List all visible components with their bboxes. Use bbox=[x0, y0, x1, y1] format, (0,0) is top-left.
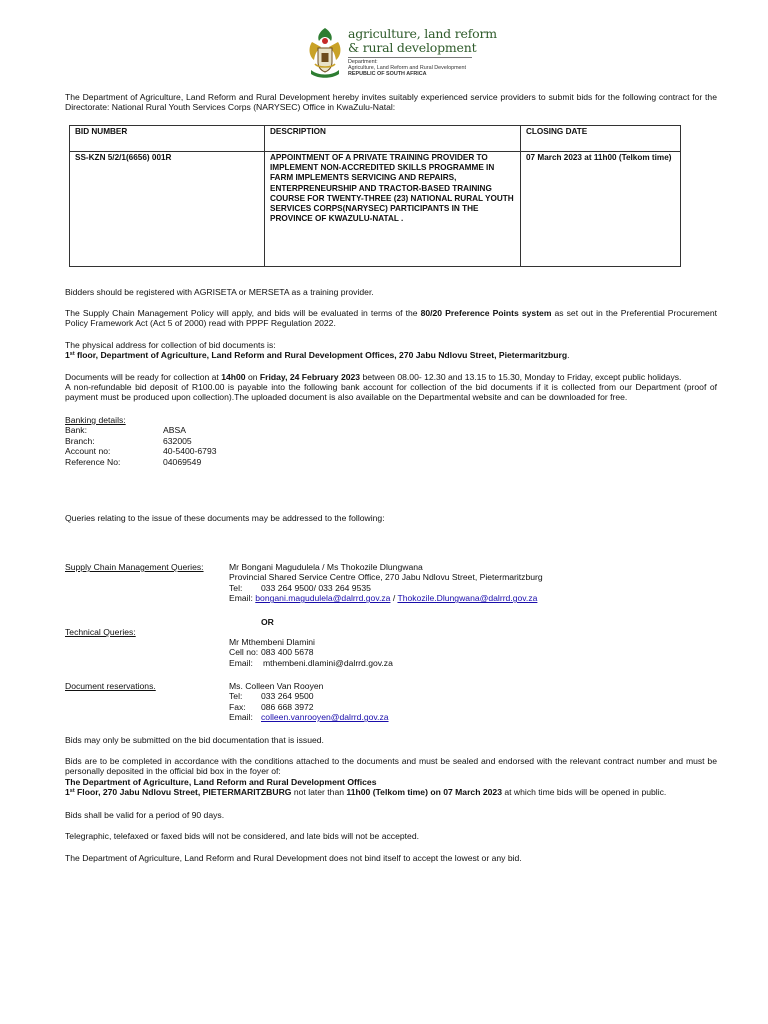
dept-line-2: Agriculture, Land Reform and Rural Development bbox=[348, 65, 467, 72]
banking-row-branch: Branch: 632005 bbox=[65, 435, 192, 446]
scm-email-link-1[interactable]: bongani.magudulela@dalrrd.gov.za bbox=[255, 593, 391, 604]
bid-table-header-row bbox=[70, 126, 681, 152]
brand-wordmark bbox=[348, 27, 497, 55]
brand-divider bbox=[348, 57, 472, 58]
coat-of-arms-icon bbox=[306, 26, 344, 80]
scm-email-link-2[interactable]: Thokozile.Dlungwana@dalrrd.gov.za bbox=[397, 593, 538, 604]
department-subtitle bbox=[348, 59, 466, 78]
submission-paragraph: Bids may only be submitted on the bid documentation that is issued. bbox=[65, 735, 324, 745]
banking-title: Banking details: bbox=[65, 415, 126, 425]
registration-paragraph: Bidders should be registered with AGRISETA or MERSETA as a training provider. bbox=[65, 287, 374, 297]
cell-description: APPOINTMENT OF A PRIVATE TRAINING PROVIDER TO IMPLEMENT NON-ACCREDITED SKILLS PROGRAMME IN FARM IMPLEMENTS SERVICING AND REPAIRS, ENTERPRENEURSHIP AND TRACTOR-BASED TRAINING COURSE FOR TWENTY-THREE (23) NATIONAL RURAL YOUTH SERVICES CORPS(NARYSEC) PARTICIPANTS IN THE PROVINCE OF KWAZULU-NATAL . bbox=[265, 152, 521, 267]
policy-paragraph: The Supply Chain Management Policy will apply, and bids will be evaluated in terms of the 80/20 Preference Points system as set out in the Preferential Procurement Policy Framework Act (Act 5 of 2000) read with PPPF Regulation 2022. bbox=[65, 308, 717, 329]
scm-office: Provincial Shared Service Centre Office, 270 Jabu Ndlovu Street, Pietermaritzburg bbox=[229, 572, 543, 583]
header-description: DESCRIPTION bbox=[265, 126, 521, 152]
dept-line-1: Department: bbox=[348, 59, 378, 65]
banking-row-bank: Bank: ABSA bbox=[65, 425, 186, 436]
technical-email: mthembeni.dlamini@dalrrd.gov.za bbox=[263, 657, 393, 668]
bid-table bbox=[69, 125, 681, 267]
cell-closing-date: 07 March 2023 at 11h00 (Telkom time) bbox=[521, 152, 681, 267]
reservations-contact: Ms. Colleen Van Rooyen Tel: 033 264 9500 Fax: 086 668 3972 Email: colleen.vanrooyen@dalrrd.gov.za bbox=[229, 681, 389, 723]
telegraphic-paragraph: Telegraphic, telefaxed or faxed bids will not be considered, and late bids will not be accepted. bbox=[65, 831, 419, 841]
banking-row-reference: Reference No: 04069549 bbox=[65, 456, 202, 467]
technical-name: Mr Mthembeni Dlamini bbox=[229, 637, 315, 647]
document-reservations-label: Document reservations. bbox=[65, 681, 156, 691]
scm-contact: Mr Bongani Magudulela / Ms Thokozile Dlungwana Provincial Shared Service Centre Office, 270 Jabu Ndlovu Street, Pietermaritzburg Tel: 033 264 9500/ 033 264 9535 Email: bongani.magudulela@dalrrd.gov.za / Thokozile.Dlungwana@dalrrd.gov.za bbox=[229, 562, 543, 604]
no-binding-paragraph: The Department of Agriculture, Land Reform and Rural Development does not bind itself to accept the lowest or any bid. bbox=[65, 853, 522, 863]
banking-details bbox=[65, 415, 217, 467]
banking-row-account: Account no: 40-5400-6793 bbox=[65, 446, 217, 457]
brand-line-1: agriculture, land reform bbox=[348, 26, 497, 41]
reservations-name: Ms. Colleen Van Rooyen bbox=[229, 681, 324, 691]
brand-line-2: & rural development bbox=[348, 40, 477, 55]
table-row bbox=[70, 152, 681, 267]
deposit-paragraph: A non-refundable bid deposit of R100.00 is payable into the following bank account for collection of the bid documents if it is collected from our Department (proof of payment must be produced upon collection).The uploaded document is also available on the Departmental website and can be downloaded for free. bbox=[65, 382, 717, 403]
technical-queries-label: Technical Queries: bbox=[65, 627, 136, 637]
validity-paragraph: Bids shall be valid for a period of 90 days. bbox=[65, 810, 225, 820]
collection-paragraph: Documents will be ready for collection at 14h00 on Friday, 24 February 2023 between 08.00- 12.30 and 13.15 to 15.30, Monday to Friday, except public holidays. bbox=[65, 372, 682, 382]
header-closing-date: CLOSING DATE bbox=[521, 126, 681, 152]
or-separator: OR bbox=[261, 617, 274, 627]
header-bid-number: BID NUMBER bbox=[70, 126, 265, 152]
department-header bbox=[306, 26, 497, 84]
reservations-email-link[interactable]: colleen.vanrooyen@dalrrd.gov.za bbox=[261, 712, 389, 723]
scm-name: Mr Bongani Magudulela / Ms Thokozile Dlungwana bbox=[229, 562, 423, 572]
address-paragraph: The physical address for collection of bid documents is: 1st floor, Department of Agriculture, Land Reform and Rural Development Offices, 270 Jabu Ndlovu Street, Pietermaritzburg. bbox=[65, 340, 717, 361]
completion-paragraph: Bids are to be completed in accordance with the conditions attached to the documents and must be sealed and endorsed with the relevant contract number and must be personally deposited in the official bid box in the foyer of: The Department of Agriculture, Land Reform and Rural Development Offices 1st Floor, 270 Jabu Ndlovu Street, PIETERMARITZBURG not later than 11h00 (Telkom time) on 07 March 2023 at which time bids will be opened in public. bbox=[65, 756, 717, 798]
address-intro: The physical address for collection of bid documents is: bbox=[65, 340, 276, 350]
scm-tel: 033 264 9500/ 033 264 9535 bbox=[261, 582, 371, 593]
intro-paragraph: The Department of Agriculture, Land Reform and Rural Development hereby invites suitably experienced service providers to submit bids for the following contract for the Directorate: National Rural Youth Services Corps (NARYSEC) Office in KwaZulu-Natal: bbox=[65, 92, 717, 113]
cell-bid-number: SS-KZN 5/2/1(6656) 001R bbox=[70, 152, 265, 267]
queries-intro: Queries relating to the issue of these documents may be addressed to the following: bbox=[65, 513, 385, 523]
dept-line-3: REPUBLIC OF SOUTH AFRICA bbox=[348, 71, 427, 78]
scm-queries-label: Supply Chain Management Queries: bbox=[65, 562, 204, 572]
technical-cell: 083 400 5678 bbox=[261, 647, 314, 658]
technical-contact: Mr Mthembeni Dlamini Cell no: 083 400 5678 Email: mthembeni.dlamini@dalrrd.gov.za bbox=[229, 637, 393, 668]
reservations-tel: 033 264 9500 bbox=[261, 691, 314, 702]
reservations-fax: 086 668 3972 bbox=[261, 701, 314, 712]
